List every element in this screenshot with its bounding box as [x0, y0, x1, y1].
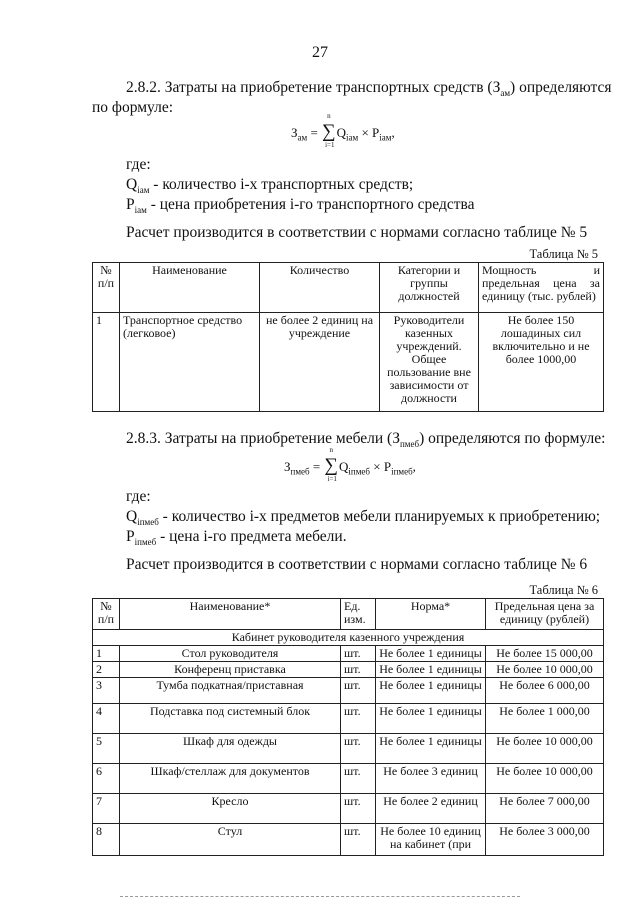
table6-cell: Не более 15 000,00: [486, 646, 604, 662]
table6-cell: Подставка под системный блок: [120, 704, 341, 734]
table-row: [93, 824, 604, 856]
sum-symbol: n ∑ i=1: [322, 112, 336, 149]
definition-p-282: $P_{iам}$ - цена приобретения i-го транспортного средства: [126, 196, 475, 216]
formula-282: $З_{ам}$ = n ∑ i=1 $Q_{iам} \times P_{iам}$,: [291, 112, 395, 149]
table5-header-cell: Мощность и предельная цена за единицу (тыс. рублей): [479, 263, 604, 313]
scan-edge-line: [120, 896, 520, 898]
table6-cell: 8: [93, 824, 120, 856]
table-row: [93, 678, 604, 704]
table6-cell: Не более 1 единицы: [376, 662, 486, 678]
table6-cell: 2: [93, 662, 120, 678]
table6-cell: 6: [93, 764, 120, 794]
table6-cell: Не более 7 000,00: [486, 794, 604, 824]
table6: [92, 598, 604, 856]
table6-header-cell: Норма*: [376, 599, 486, 630]
table5-cell: Не более 150 лошадиных сил включительно и не более 1000,00: [479, 313, 604, 412]
table-row: [93, 734, 604, 764]
table6-cell: Не более 2 единиц: [376, 794, 486, 824]
table6-cell: 4: [93, 704, 120, 734]
table6-cell: Не более 1 единицы: [376, 734, 486, 764]
table-row: [93, 794, 604, 824]
table6-cell: Не более 1 единицы: [376, 704, 486, 734]
table6-cell: Кресло: [120, 794, 341, 824]
table6-cell: Не более 1 000,00: [486, 704, 604, 734]
table6-header-cell: Наименование*: [120, 599, 341, 630]
table6-cell: Стул: [120, 824, 341, 856]
table6-cell: Не более 1 единицы: [376, 646, 486, 662]
table6-cell: Не более 10 000,00: [486, 764, 604, 794]
table6-cell: 7: [93, 794, 120, 824]
table6-cell: шт.: [341, 662, 376, 678]
table6-cell: Не более 10 000,00: [486, 734, 604, 764]
table6-cell: Не более 1 единицы: [376, 678, 486, 704]
table6-header-cell: № п/п: [93, 599, 120, 630]
calc-note-282: Расчет производится в соответствии с нормами согласно таблице № 5: [126, 224, 588, 241]
table6-cell: шт.: [341, 764, 376, 794]
table5-header-row: [93, 263, 604, 313]
table6-cell: Шкаф/стеллаж для документов: [120, 764, 341, 794]
table-row: [93, 662, 604, 678]
table6-cell: шт.: [341, 646, 376, 662]
table6-group-label: Кабинет руководителя казенного учреждения: [93, 630, 604, 646]
table-row: [93, 313, 604, 412]
table6-group-row: [93, 630, 604, 646]
where-label-283: где:: [126, 488, 151, 505]
table6-header-cell: Ед. изм.: [341, 599, 376, 630]
table6-cell: Не более 6 000,00: [486, 678, 604, 704]
section-282-heading: 2.8.2. Затраты на приобретение транспортных средств $(З_{ам})$ определяются: [126, 79, 612, 99]
table6-cell: шт.: [341, 794, 376, 824]
table6-header-cell: Предельная цена за единицу (рублей): [486, 599, 604, 630]
calc-note-283: Расчет производится в соответствии с нормами согласно таблице № 6: [126, 556, 588, 573]
page-number: 27: [312, 44, 328, 61]
table5-cell: 1: [93, 313, 120, 412]
table5-cell: Руководители казенных учреждений. Общее пользование вне зависимости от должности: [380, 313, 479, 412]
table6-cell: шт.: [341, 734, 376, 764]
table6-cell: 5: [93, 734, 120, 764]
table5-caption: Таблица № 5: [529, 247, 598, 261]
table6-cell: шт.: [341, 824, 376, 856]
table6-cell: шт.: [341, 678, 376, 704]
table6-cell: Не более 10 единиц на кабинет (при: [376, 824, 486, 856]
table5-header-cell: Категории и группы должностей: [380, 263, 479, 313]
definition-q-282: $Q_{iам}$ - количество i-х транспортных средств;: [126, 176, 414, 196]
table5-cell: не более 2 единиц на учреждение: [260, 313, 380, 412]
sum-symbol: n ∑ i=1: [324, 446, 338, 483]
table6-cell: Тумба подкатная/приставная: [120, 678, 341, 704]
table5-cell: Транспортное средство (легковое): [120, 313, 260, 412]
table6-header-row: [93, 599, 604, 630]
definition-p-283: $P_{iпмеб}$ - цена i-го предмета мебели.: [126, 528, 347, 548]
table6-cell: 3: [93, 678, 120, 704]
table6-cell: Шкаф для одежды: [120, 734, 341, 764]
where-label-282: где:: [126, 156, 151, 173]
table-row: [93, 764, 604, 794]
formula-283: $З_{пмеб}$ = n ∑ i=1 $Q_{iпмеб} \times P_{iпмеб}$,: [284, 446, 416, 483]
table5-header-cell: Наименование: [120, 263, 260, 313]
table-row: [93, 704, 604, 734]
table5-header-cell: № п/п: [93, 263, 120, 313]
table6-cell: Не более 10 000,00: [486, 662, 604, 678]
section-282-heading-cont: по формуле:: [92, 99, 174, 116]
table5-header-cell: Количество: [260, 263, 380, 313]
table6-cell: 1: [93, 646, 120, 662]
table-row: [93, 646, 604, 662]
definition-q-283: $Q_{iпмеб}$ - количество i-х предметов мебели планируемых к приобретению;: [126, 508, 601, 528]
table6-caption: Таблица № 6: [529, 583, 598, 597]
table6-cell: Не более 3 единиц: [376, 764, 486, 794]
table5: [92, 262, 604, 412]
table6-cell: Стол руководителя: [120, 646, 341, 662]
section-283-heading: 2.8.3. Затраты на приобретение мебели $(З_{пмеб})$ определяются по формуле:: [126, 430, 606, 450]
table6-cell: шт.: [341, 704, 376, 734]
table6-cell: Конференц приставка: [120, 662, 341, 678]
table6-cell: Не более 3 000,00: [486, 824, 604, 856]
